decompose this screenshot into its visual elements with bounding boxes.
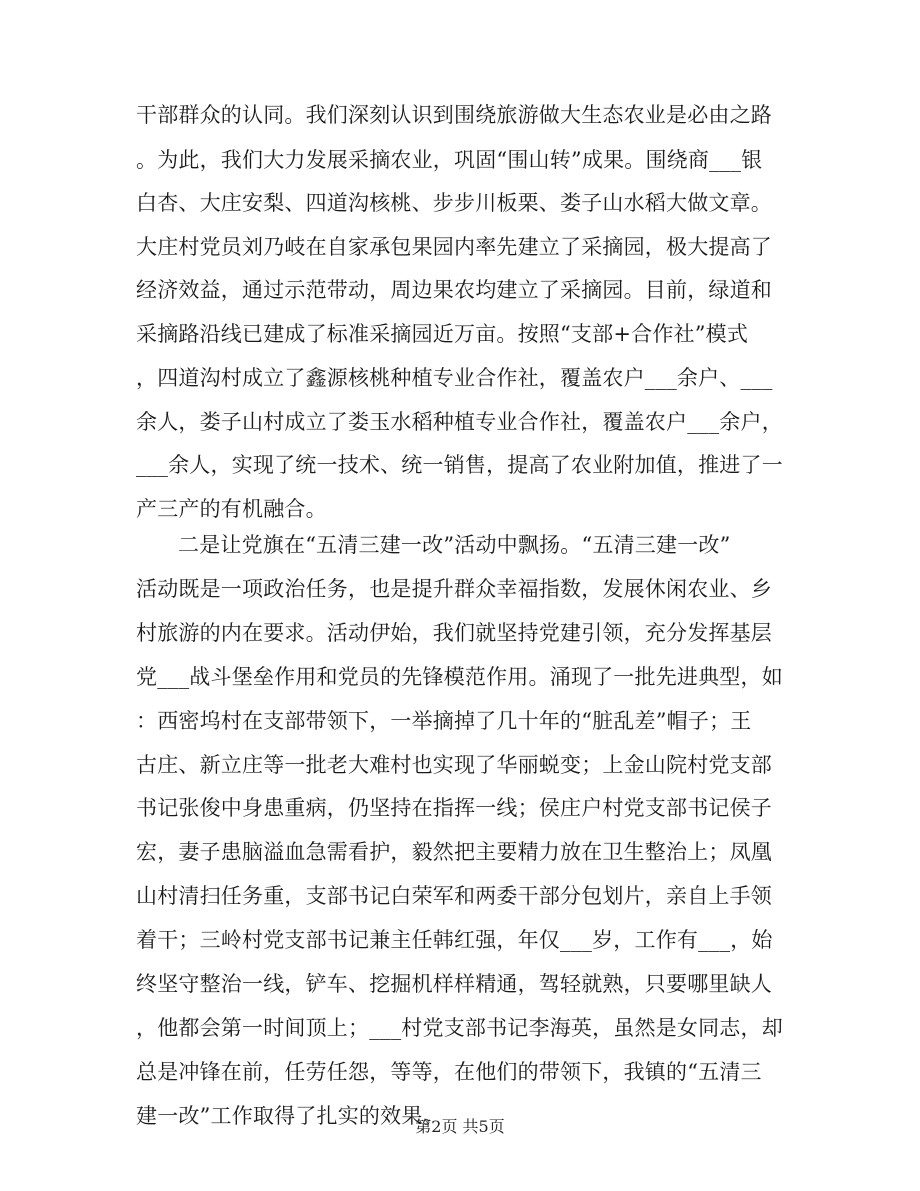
text-line: ：西密坞村在支部带领下，一举摘掉了几十年的“脏乱差”帽子；王: [136, 708, 752, 733]
text-line: 二是让党旗在“五清三建一改”活动中飘扬。“五清三建一改”: [178, 533, 731, 557]
text-line: 着干；三岭村党支部书记兼主任韩红强，年仅___岁，工作有___，始: [136, 928, 773, 953]
text-line: 山村清扫任务重，支部书记白荣军和两委干部分包划片，亲自上手领: [136, 884, 772, 909]
text-line: 宏，妻子患脑溢血急需看护，毅然把主要精力放在卫生整治上；凤凰: [136, 840, 772, 865]
text-line: 采摘路沿线已建成了标准采摘园近万亩。按照“支部+合作社”模式: [136, 322, 749, 346]
text-line: 经济效益，通过示范带动，周边果农均建立了采摘园。目前，绿道和: [136, 278, 772, 302]
text-line: ___余人，实现了统一技术、统一销售，提高了农业附加值，推进了一: [136, 453, 783, 477]
text-line: 白杏、大庄安梨、四道沟核桃、步步川板栗、娄子山水稻大做文章。: [136, 191, 772, 215]
text-line: 终坚守整治一线，铲车、挖掘机样样精通，驾轻就熟，只要哪里缺人: [136, 972, 772, 996]
text-line: 书记张俊中身患重病，仍坚持在指挥一线；侯庄户村党支部书记侯子: [136, 796, 772, 821]
text-line: 建一改”工作取得了扎实的效果。: [136, 1103, 444, 1128]
text-line: ，四道沟村成立了鑫源核桃种植专业合作社，覆盖农户___余户、___: [136, 366, 773, 390]
text-line: 产三产的有机融合。: [136, 497, 327, 521]
text-line: 古庄、新立庄等一批老大难村也实现了华丽蜕变；上金山院村党支部: [136, 752, 772, 777]
text-line: 。为此，我们大力发展采摘农业，巩固“围山转”成果。围绕商___银: [136, 148, 763, 172]
text-line: 村旅游的内在要求。活动伊始，我们就坚持党建引领，充分发挥基层: [136, 620, 772, 645]
text-line: 干部群众的认同。我们深刻认识到围绕旅游做大生态农业是必由之路: [136, 103, 772, 127]
text-line: 余人，娄子山村成立了娄玉水稻种植专业合作社，覆盖农户___余户，: [136, 410, 783, 434]
text-line: ，他都会第一时间顶上；___村党支部书记李海英，虽然是女同志，却: [136, 1015, 783, 1040]
text-line: 活动既是一项政治任务，也是提升群众幸福指数，发展休闲农业、乡: [136, 576, 772, 601]
text-line: 党___战斗堡垒作用和党员的先锋模范作用。涌现了一批先进典型，如: [136, 664, 783, 689]
text-line: 总是冲锋在前，任劳任怨，等等，在他们的带领下，我镇的“五清三: [136, 1059, 762, 1084]
text-line: 大庄村党员刘乃岐在自家承包果园内率先建立了采摘园，极大提高了: [136, 235, 772, 259]
page-footer: 第2页 共5页: [415, 1117, 505, 1136]
